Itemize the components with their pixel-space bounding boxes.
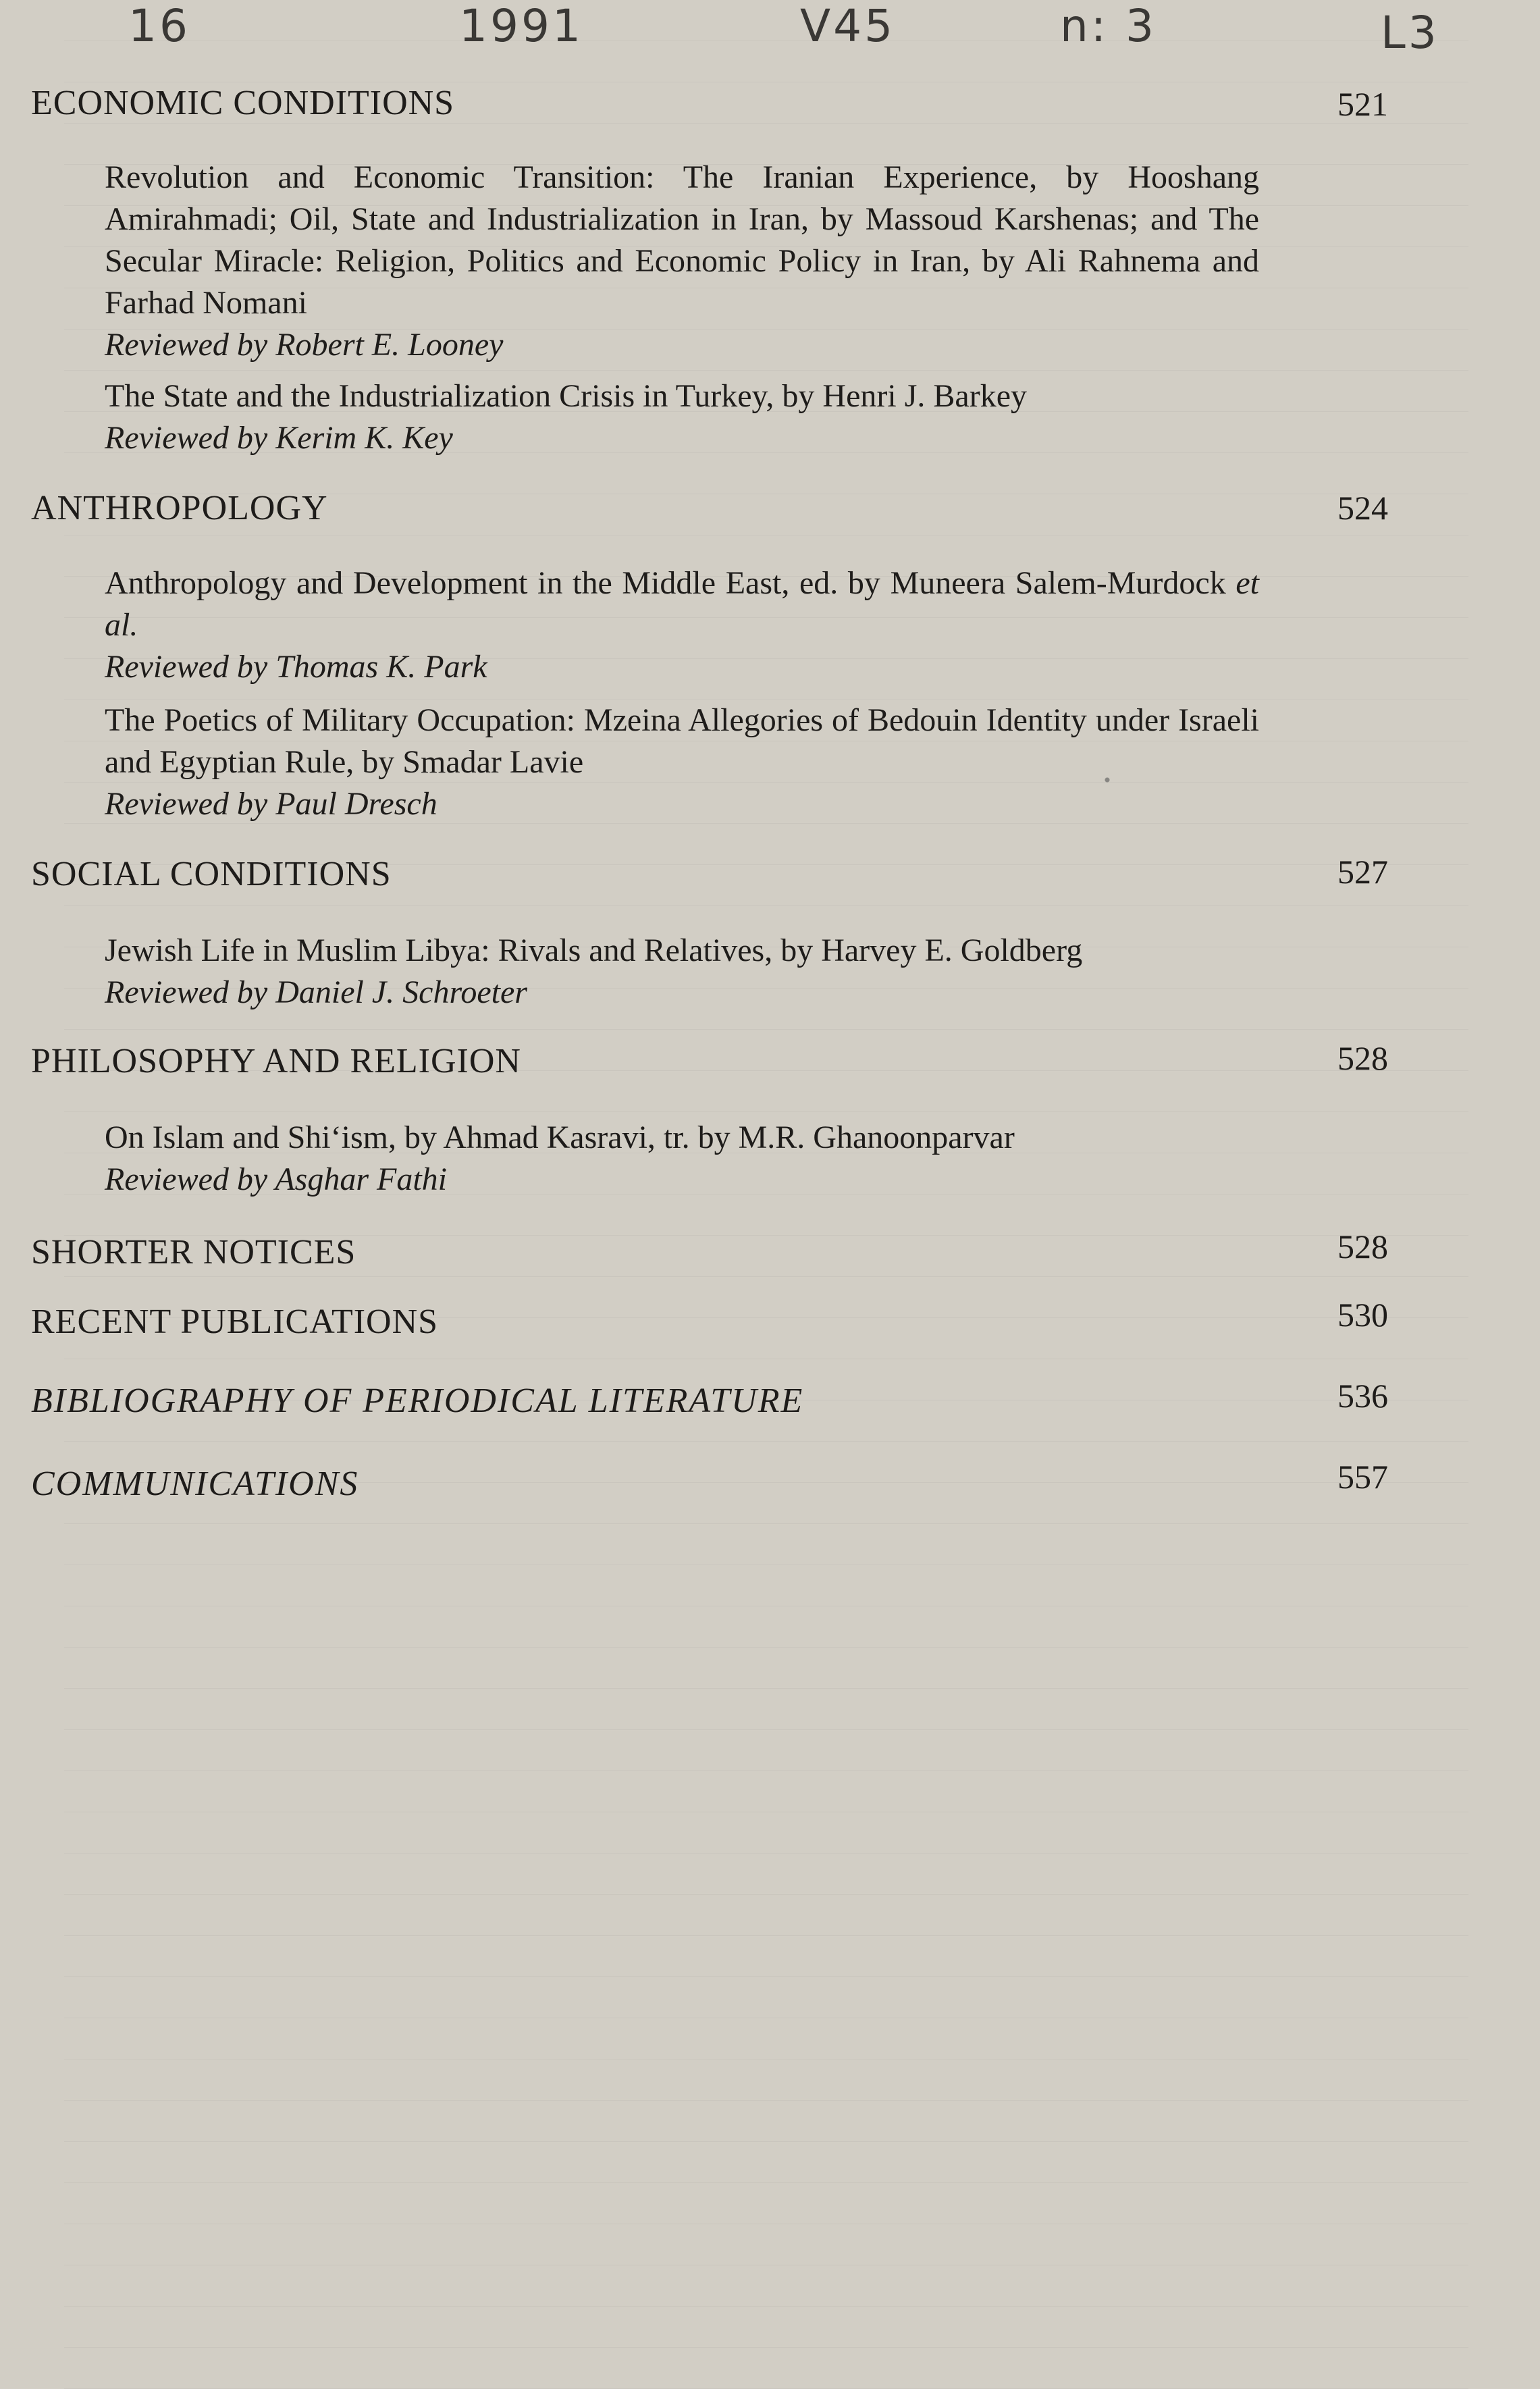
entry-title: The State and the Industrialization Crisis in Turkey, by Henri J. Barkey: [105, 378, 1028, 414]
page-number-social-conditions: 527: [1337, 853, 1388, 891]
page-number-economic-conditions: 521: [1337, 85, 1388, 123]
section-heading-economic-conditions: ECONOMIC CONDITIONS: [31, 84, 455, 122]
toc-entry: [105, 930, 1259, 1014]
section-heading-anthropology: ANTHROPOLOGY: [31, 489, 328, 527]
toc-entry: [105, 562, 1259, 688]
entry-title-text: Anthropology and Development in the Middle East, ed. by Muneera Salem-Murdock: [105, 565, 1226, 601]
entry-reviewer: Reviewed by Daniel J. Schroeter: [105, 974, 527, 1010]
page-number-bibliography: 536: [1337, 1377, 1388, 1415]
section-heading-social-conditions: SOCIAL CONDITIONS: [31, 855, 392, 893]
handwritten-note-volume-index: 16: [128, 0, 190, 52]
handwritten-note-number: n: 3: [1060, 0, 1157, 52]
entry-title: [105, 562, 1259, 646]
toc-entry: [105, 375, 1259, 459]
entry-title: The Poetics of Military Occupation: Mzeina Allegories of Bedouin Identity under Israeli and Egyptian Rule, by Smadar Lavie: [105, 702, 1259, 780]
toc-entry: [105, 157, 1259, 366]
entry-title: Revolution and Economic Transition: The Iranian Experience, by Hooshang Amirahmadi; Oil, State and Industrialization in Iran, by Massoud Karshenas; and The Secular Miracle: Religion, Politics and Economic Policy in Iran, by Ali Rahnema and Farhad Nomani: [105, 159, 1259, 321]
section-heading-shorter-notices: SHORTER NOTICES: [31, 1233, 356, 1271]
toc-entry: [105, 1117, 1259, 1201]
entry-reviewer: Reviewed by Paul Dresch: [105, 786, 437, 822]
section-heading-communications: COMMUNICATIONS: [31, 1465, 359, 1503]
handwritten-note-year: 1991: [459, 0, 583, 52]
entry-reviewer: Reviewed by Asghar Fathi: [105, 1161, 447, 1197]
entry-reviewer: Reviewed by Thomas K. Park: [105, 649, 487, 685]
section-heading-recent-publications: RECENT PUBLICATIONS: [31, 1303, 439, 1341]
paper-speck: [1094, 766, 1121, 793]
handwritten-note-volume: V45: [800, 0, 896, 52]
entry-reviewer: Reviewed by Kerim K. Key: [105, 420, 453, 456]
section-heading-philosophy-and-religion: PHILOSOPHY AND RELIGION: [31, 1042, 521, 1080]
entry-title: On Islam and Shi‘ism, by Ahmad Kasravi, tr. by M.R. Ghanoonparvar: [105, 1120, 1015, 1155]
entry-title: Jewish Life in Muslim Libya: Rivals and Relatives, by Harvey E. Goldberg: [105, 933, 1083, 968]
handwritten-note-shelf: L3: [1381, 7, 1439, 59]
entry-title-italic: et al.: [105, 565, 1260, 643]
entry-reviewer: Reviewed by Robert E. Looney: [105, 327, 504, 363]
page-number-shorter-notices: 528: [1337, 1228, 1388, 1265]
page-number-communications: 557: [1337, 1458, 1388, 1496]
page-number-recent-publications: 530: [1337, 1296, 1388, 1334]
page-number-anthropology: 524: [1337, 489, 1388, 527]
page-number-philosophy-and-religion: 528: [1337, 1039, 1388, 1077]
section-heading-bibliography: BIBLIOGRAPHY OF PERIODICAL LITERATURE: [31, 1382, 804, 1420]
toc-entry: [105, 700, 1259, 825]
